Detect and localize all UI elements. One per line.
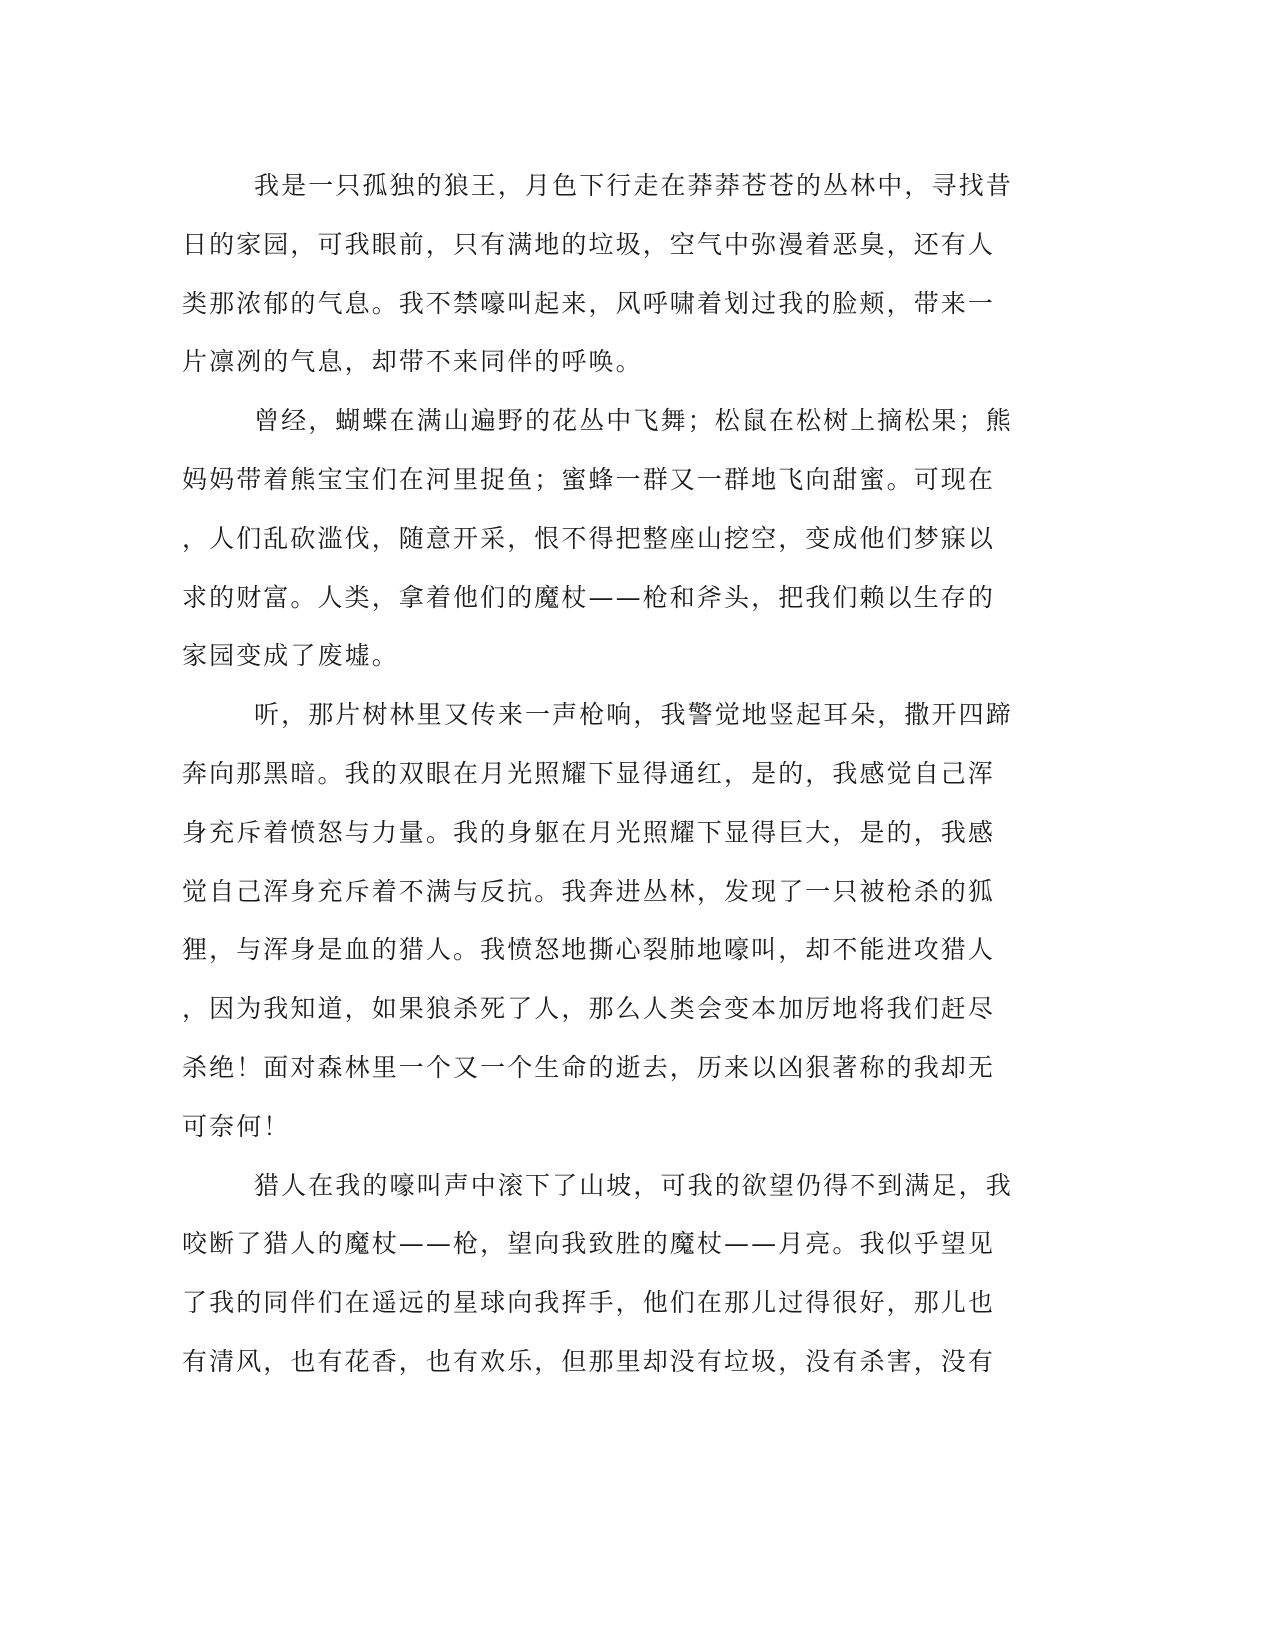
text-line: 求的财富。人类，拿着他们的魔杖——枪和斧头，把我们赖以生存的 [182,582,996,612]
text-line: 杀绝！面对森林里一个又一个生命的逝去，历来以凶狠著称的我却无 [182,1052,996,1082]
paragraph-3 [182,686,1042,1156]
text-line: 有清风，也有花香，也有欢乐，但那里却没有垃圾，没有杀害，没有 [182,1346,996,1376]
text-line: 猎人在我的嚎叫声中滚下了山坡，可我的欲望仍得不到满足，我 [254,1170,1013,1200]
text-line: 奔向那黑暗。我的双眼在月光照耀下显得通红，是的，我感觉自己浑 [182,758,996,788]
text-line: ，人们乱砍滥伐，随意开采，恨不得把整座山挖空，变成他们梦寐以 [182,523,996,553]
text-line: 觉自己浑身充斥着不满与反抗。我奔进丛林，发现了一只被枪杀的狐 [182,876,996,906]
text-line: 听，那片树林里又传来一声枪响，我警觉地竖起耳朵，撒开四蹄 [254,700,1013,730]
text-line: 妈妈带着熊宝宝们在河里捉鱼；蜜蜂一群又一群地飞向甜蜜。可现在 [182,464,996,494]
text-line: 日的家园，可我眼前，只有满地的垃圾，空气中弥漫着恶臭，还有人 [182,229,996,259]
paragraph-2 [182,392,1042,686]
text-line: ，因为我知道，如果狼杀死了人，那么人类会变本加厉地将我们赶尽 [182,994,996,1024]
text-line: 咬断了猎人的魔杖——枪，望向我致胜的魔杖——月亮。我似乎望见 [182,1229,996,1259]
text-line: 可奈何！ [182,1111,291,1141]
text-line: 身充斥着愤怒与力量。我的身躯在月光照耀下显得巨大，是的，我感 [182,817,996,847]
paragraph-4 [182,1157,1042,1392]
paragraph-1 [182,157,1042,392]
text-line: 家园变成了废墟。 [182,641,399,671]
text-line: 了我的同伴们在遥远的星球向我挥手，他们在那儿过得很好，那儿也 [182,1288,996,1318]
text-line: 曾经，蝴蝶在满山遍野的花丛中飞舞；松鼠在松树上摘松果；熊 [254,406,1013,436]
text-line: 我是一只孤独的狼王，月色下行走在莽莽苍苍的丛林中，寻找昔 [254,171,1013,200]
text-line: 片凛冽的气息，却带不来同伴的呼唤。 [182,347,643,377]
document-body [182,157,1042,1392]
text-line: 类那浓郁的气息。我不禁嚎叫起来，风呼啸着划过我的脸颊，带来一 [182,288,996,318]
text-line: 狸，与浑身是血的猎人。我愤怒地撕心裂肺地嚎叫，却不能进攻猎人 [182,935,996,965]
